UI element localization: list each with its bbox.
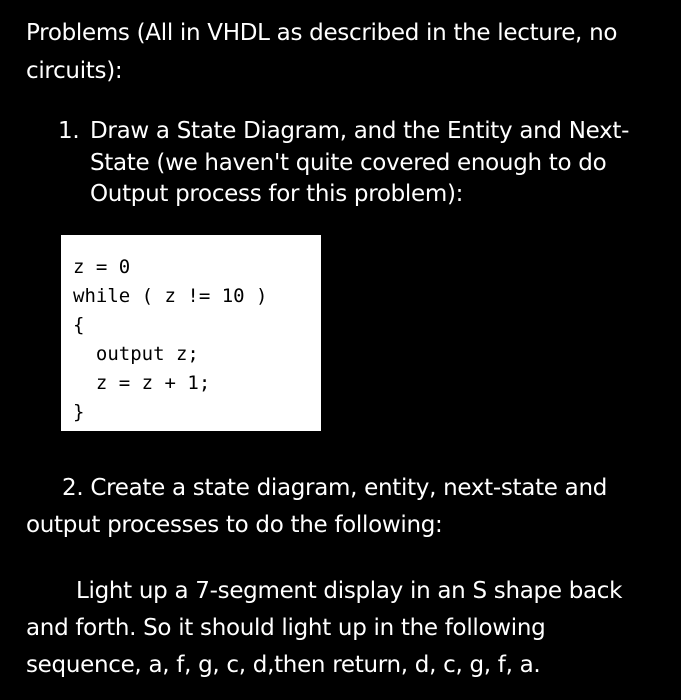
problem-2-text: 2. Create a state diagram, entity, next-state and output processes to do the following: — [26, 475, 608, 538]
code-line: } — [73, 401, 85, 423]
problem-2 — [26, 470, 646, 684]
problem-1-number: 1. — [58, 118, 80, 144]
code-line: while ( z != 10 ) — [73, 285, 268, 307]
code-line: z = z + 1; — [73, 372, 211, 394]
code-snippet — [61, 235, 321, 431]
problem-1 — [58, 116, 638, 211]
problem-2-body: Light up a 7-segment display in an S shape back and forth. So it should light up in the following sequence, a, f, g, c, d,then return, d, c, g, f, a. — [26, 578, 623, 678]
problems-heading: Problems (All in VHDL as described in the lecture, no circuits): — [26, 20, 618, 84]
problem-1-text: Draw a State Diagram, and the Entity and Next-State (we haven't quite covered enough to do Output process for this problem): — [90, 118, 630, 207]
code-line: z = 0 — [73, 256, 131, 278]
problem-2-prompt — [26, 470, 646, 544]
problem-2-body-paragraph — [26, 573, 646, 684]
code-line: { — [73, 314, 85, 336]
code-line: output z; — [73, 343, 199, 365]
